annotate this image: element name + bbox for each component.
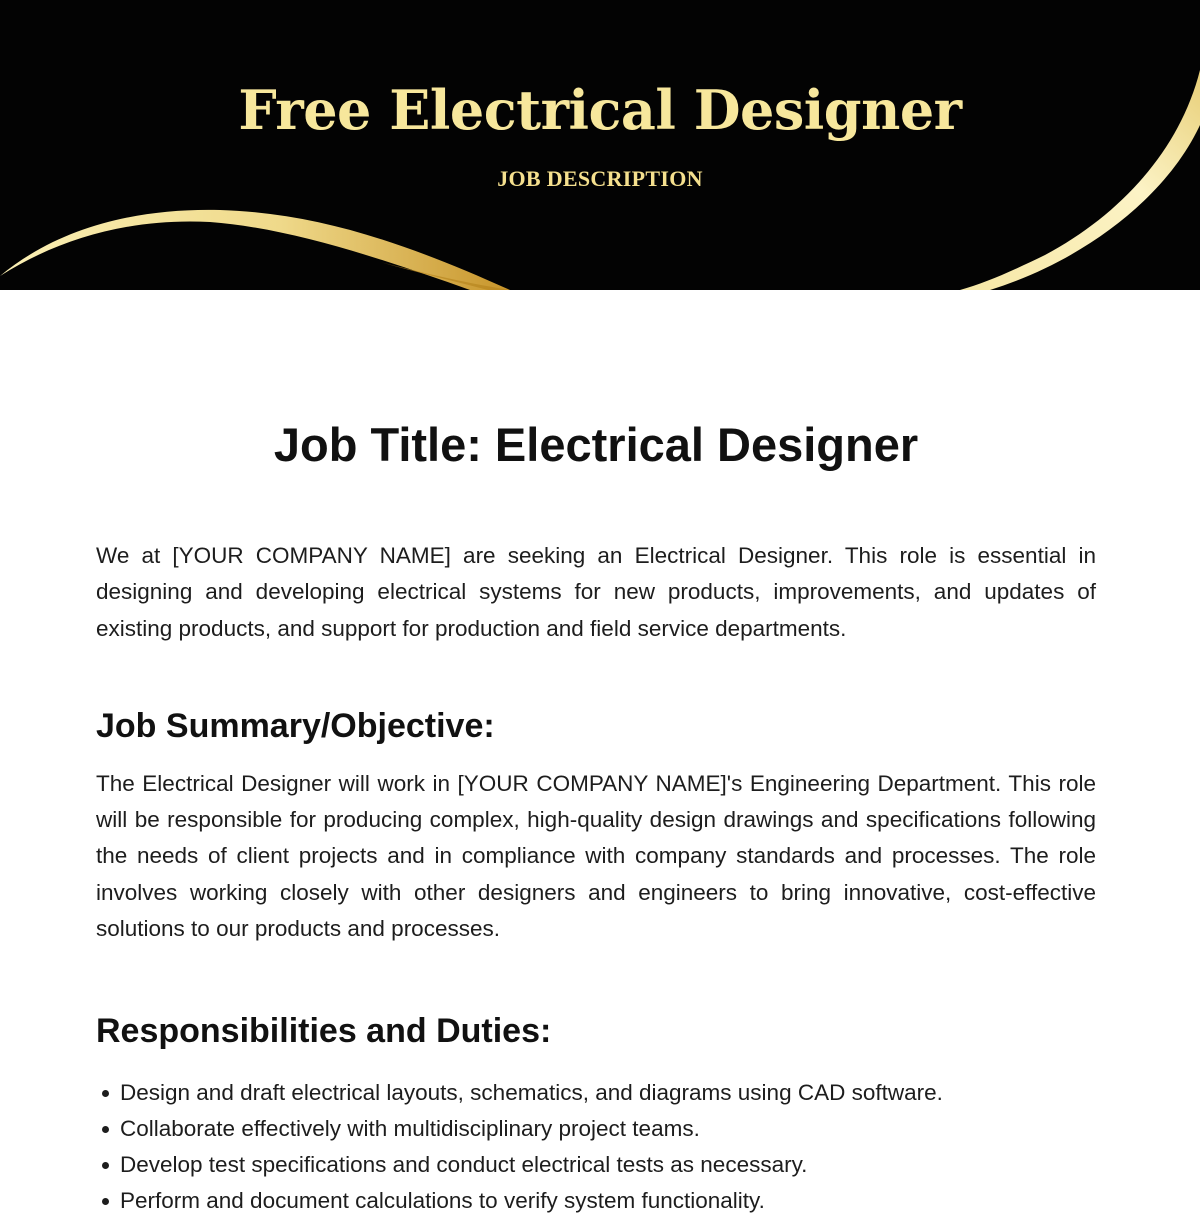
list-item-text: Perform and document calculations to verify system functionality. [120,1188,765,1214]
list-item [96,1075,1096,1111]
list-item-text: Collaborate effectively with multidisciplinary project teams. [120,1116,700,1142]
banner-title: Free Electrical Designer [238,78,962,142]
header-banner [0,0,1200,290]
intro-paragraph: We at [YOUR COMPANY NAME] are seeking an Electrical Designer. This role is essential in designing and developing electrical systems for new products, improvements, and updates of existing products, and support for production and field service departments. [96,543,1096,641]
job-title: Job Title: Electrical Designer [273,418,919,471]
document-body [96,410,1096,1219]
banner-subtitle: JOB DESCRIPTION [497,166,703,191]
summary-heading: Job Summary/Objective: [96,706,495,745]
list-item [96,1111,1096,1147]
responsibilities-list [96,1075,1096,1219]
left-gold-swoosh [0,210,510,290]
bullet-icon [102,1090,109,1097]
list-item [96,1147,1096,1183]
bullet-icon [102,1126,109,1133]
bullet-icon [102,1198,109,1205]
list-item-text: Design and draft electrical layouts, schematics, and diagrams using CAD software. [120,1080,943,1106]
responsibilities-heading: Responsibilities and Duties: [96,1012,552,1051]
summary-paragraph: The Electrical Designer will work in [YOUR COMPANY NAME]'s Engineering Department. This role will be responsible for producing complex, high-quality design drawings and specifications following the needs of client projects and in compliance with company standards and processes. The role involves working closely with other designers and engineers to bring innovative, cost-effective solutions to our products and processes. [96,770,1096,942]
bullet-icon [102,1162,109,1169]
gold-swoosh-decoration [0,0,1200,290]
list-item [96,1183,1096,1219]
list-item-text: Develop test specifications and conduct electrical tests as necessary. [120,1152,808,1178]
